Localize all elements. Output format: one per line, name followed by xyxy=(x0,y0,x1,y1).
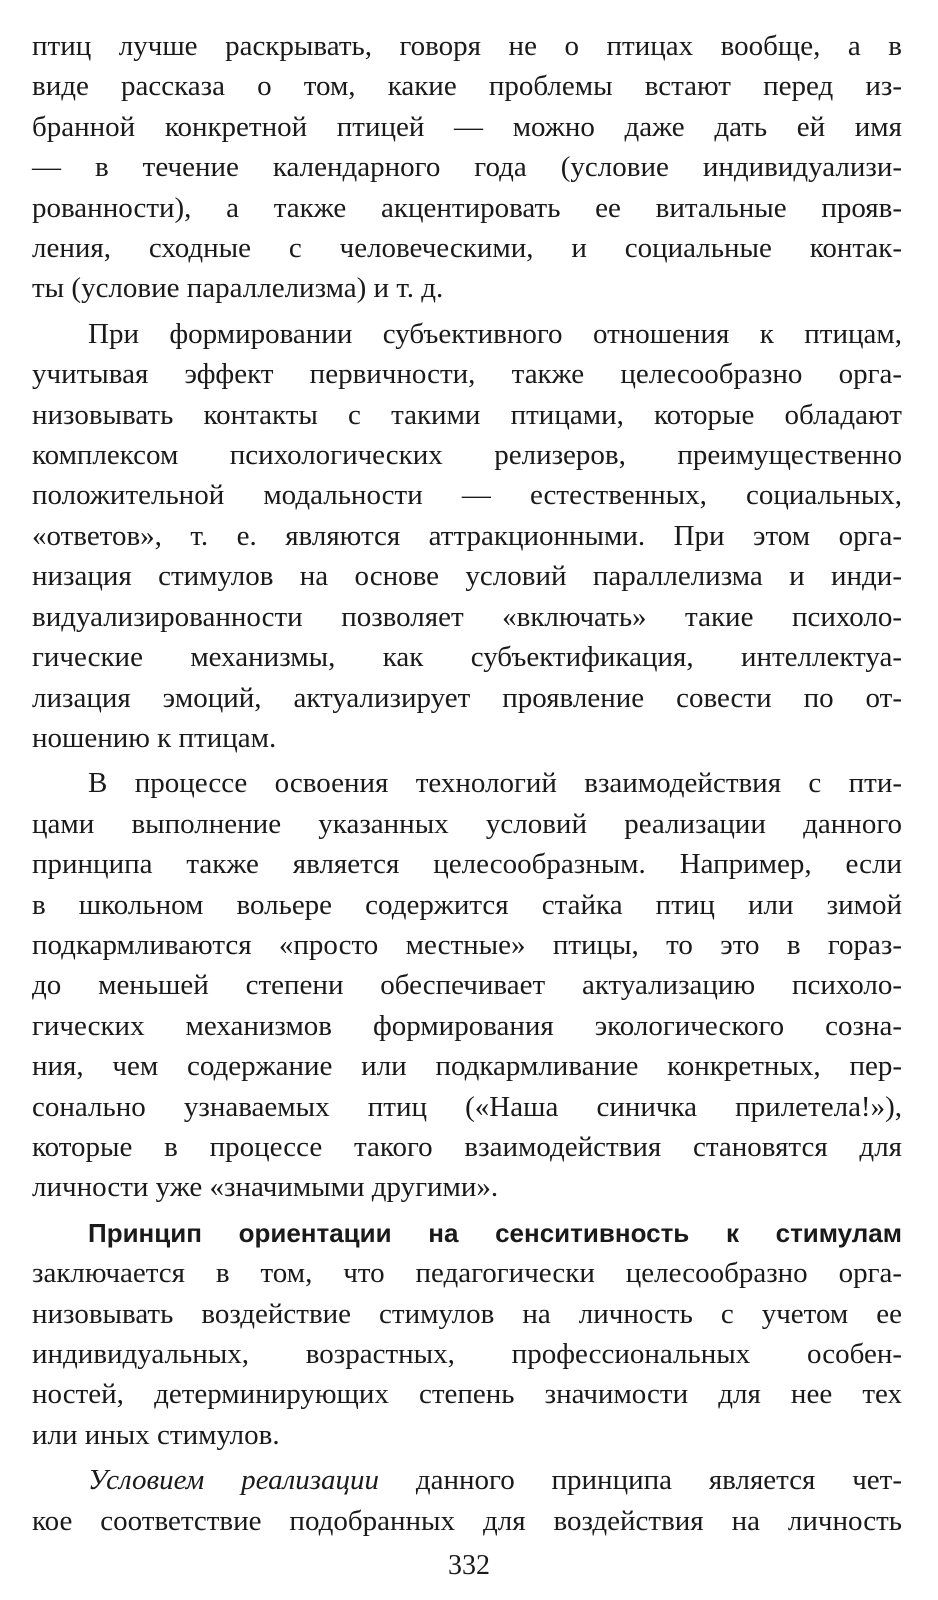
paragraph-2 xyxy=(32,314,902,758)
text-line: низация стимулов на основе условий параллелизма и инди- xyxy=(32,560,902,593)
page-text xyxy=(32,26,902,1546)
text-line: лизация эмоций, актуализирует проявление совести по от- xyxy=(32,681,902,714)
text-line: индивидуальных, возрастных, профессиональных особен- xyxy=(32,1338,902,1370)
heading-line xyxy=(32,1213,902,1253)
text-line: ношению к птицам. xyxy=(32,721,277,754)
text-line: цами выполнение указанных условий реализации данного xyxy=(32,807,902,840)
text-line: рованности), а также акцентировать ее витальные прояв- xyxy=(32,191,902,224)
text-line: видуализированности позволяет «включать» такие психоло- xyxy=(32,600,902,633)
text-line: кое соответствие подобранных для воздействия на личность xyxy=(32,1504,902,1537)
text-line: гических механизмов формирования экологического созна- xyxy=(32,1009,902,1042)
text-line: личности уже «значимыми другими». xyxy=(32,1171,499,1204)
text-line: заключается в том, что педагогически целесообразно орга- xyxy=(32,1257,902,1290)
text-line: низовывать контакты с такими птицами, которые обладают xyxy=(32,398,902,431)
text-run: данного принципа является чет- xyxy=(379,1464,903,1497)
text-line: сонально узнаваемых птиц («Наша синичка прилетела!»), xyxy=(32,1090,902,1123)
text-line: ты (условие параллелизма) и т. д. xyxy=(32,272,444,305)
principle-heading: Принцип ориентации на сенситивность к стимулам xyxy=(88,1217,902,1248)
paragraph-1 xyxy=(32,26,902,309)
text-line: ностей, детерминирующих степень значимости для нее тех xyxy=(32,1378,902,1411)
text-line: В процессе освоения технологий взаимодействия с пти- xyxy=(88,767,902,800)
paragraph-3 xyxy=(32,763,902,1207)
text-line xyxy=(32,1460,902,1500)
text-line: бранной конкретной птицей — можно даже дать ей имя xyxy=(32,110,902,143)
text-line: ления, сходные с человеческими, и социальные контак- xyxy=(32,232,902,265)
text-line: ния, чем содержание или подкармливание конкретных, пер- xyxy=(32,1050,902,1083)
text-line: которые в процессе такого взаимодействия становятся для xyxy=(32,1130,902,1163)
paragraph-4 xyxy=(32,1213,902,1455)
text-line: в школьном вольере содержится стайка птиц или зимой xyxy=(32,888,902,921)
text-line: до меньшей степени обеспечивает актуализацию психоло- xyxy=(32,969,902,1002)
text-line: принципа также является целесообразным. Например, если xyxy=(32,848,902,881)
text-line: виде рассказа о том, какие проблемы встают перед из- xyxy=(32,70,902,103)
text-line: положительной модальности — естественных, социальных, xyxy=(32,479,902,512)
text-line: «ответов», т. е. являются аттракционными. При этом орга- xyxy=(32,519,902,552)
text-line: подкармливаются «просто местные» птицы, то это в гораз- xyxy=(32,928,902,961)
italic-lead: Условием реализации xyxy=(88,1464,380,1497)
text-line: или иных стимулов. xyxy=(32,1418,280,1451)
paragraph-5 xyxy=(32,1460,902,1541)
text-line: — в течение календарного года (условие индивидуализи- xyxy=(32,151,902,184)
text-line: учитывая эффект первичности, также целесообразно орга- xyxy=(32,358,902,391)
text-line: гические механизмы, как субъектификация, интеллектуа- xyxy=(32,641,902,674)
text-line: птиц лучше раскрывать, говоря не о птицах вообще, а в xyxy=(32,30,902,62)
page-number: 332 xyxy=(448,1550,490,1581)
text-line: комплексом психологических релизеров, преимущественно xyxy=(32,439,902,472)
text-line: При формировании субъективного отношения к птицам, xyxy=(88,317,902,350)
text-line: низовывать воздействие стимулов на личность с учетом ее xyxy=(32,1297,902,1330)
